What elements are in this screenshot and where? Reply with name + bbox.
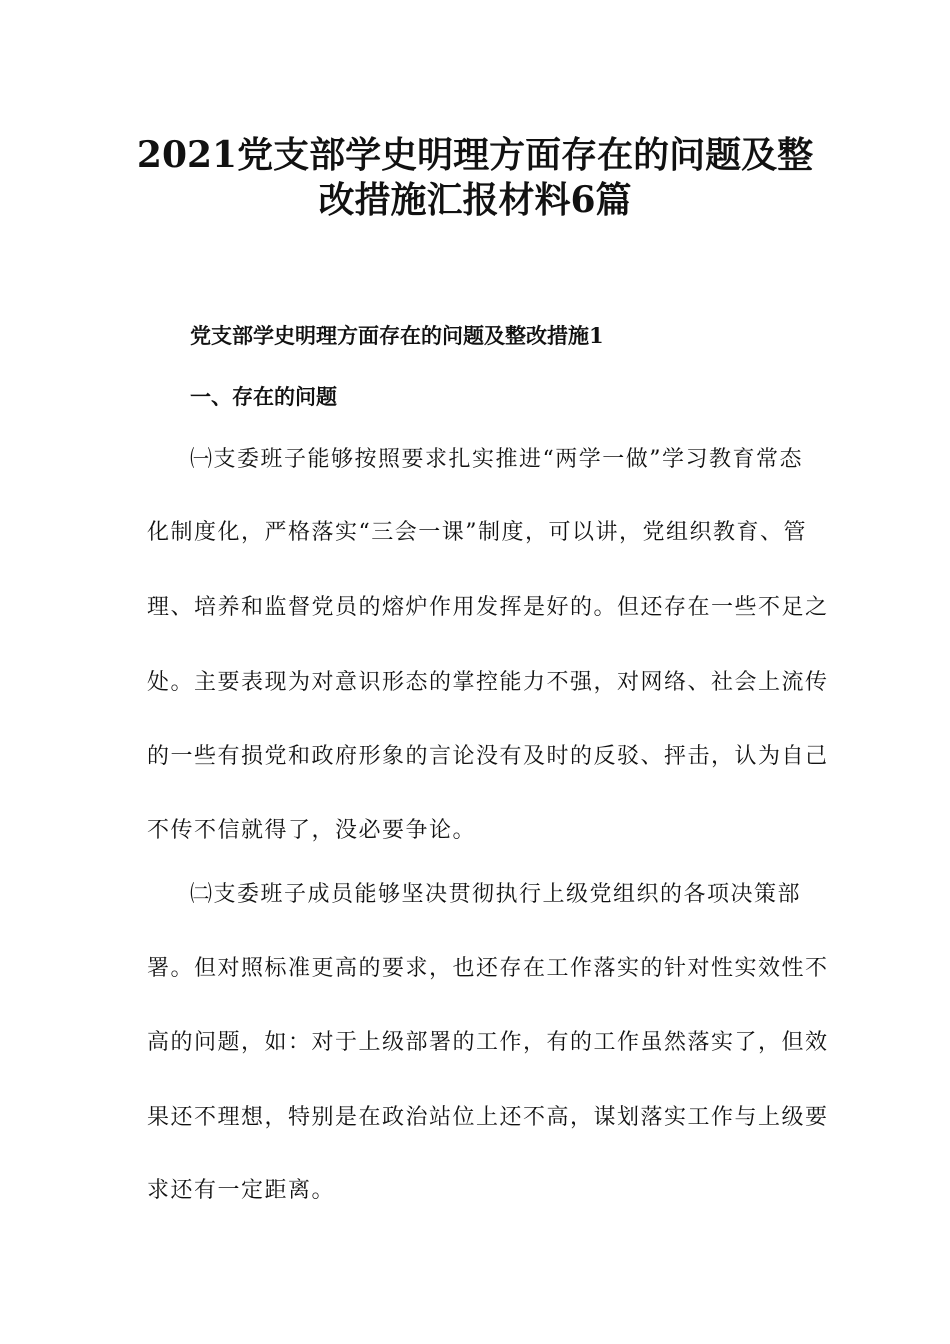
document-subtitle: 党支部学史明理方面存在的问题及整改措施1 <box>190 323 604 348</box>
paragraph-2-line-4: 果还不理想，特别是在政治站位上还不高，谋划落实工作与上级要 <box>147 1105 829 1130</box>
paragraph-1-line-5: 的一些有损党和政府形象的言论没有及时的反驳、抨击，认为自己 <box>147 744 829 769</box>
paragraph-2-line-5: 求还有一定距离。 <box>147 1178 336 1203</box>
paragraph-2-line-1: ㈡支委班子成员能够坚决贯彻执行上级党组织的各项决策部 <box>190 882 802 907</box>
paragraph-1-line-4: 处。主要表现为对意识形态的掌控能力不强，对网络、社会上流传 <box>147 670 829 695</box>
paragraph-2-line-3: 高的问题，如：对于上级部署的工作，有的工作虽然落实了，但效 <box>147 1030 829 1055</box>
paragraph-1-line-2: 化制度化，严格落实“三会一课”制度，可以讲，党组织教育、管 <box>147 520 807 545</box>
paragraph-1-line-6: 不传不信就得了，没必要争论。 <box>147 818 477 843</box>
document-title-line-1: 2021党支部学史明理方面存在的问题及整 <box>136 134 814 176</box>
paragraph-2-line-2: 署。但对照标准更高的要求，也还存在工作落实的针对性实效性不 <box>147 956 829 981</box>
paragraph-1-line-3: 理、培养和监督党员的熔炉作用发挥是好的。但还存在一些不足之 <box>147 595 829 620</box>
document-title-line-2: 改措施汇报材料6篇 <box>318 179 632 221</box>
paragraph-1-line-1: ㈠支委班子能够按照要求扎实推进“两学一做”学习教育常态 <box>190 447 803 472</box>
section-heading-problems: 一、存在的问题 <box>190 384 337 409</box>
